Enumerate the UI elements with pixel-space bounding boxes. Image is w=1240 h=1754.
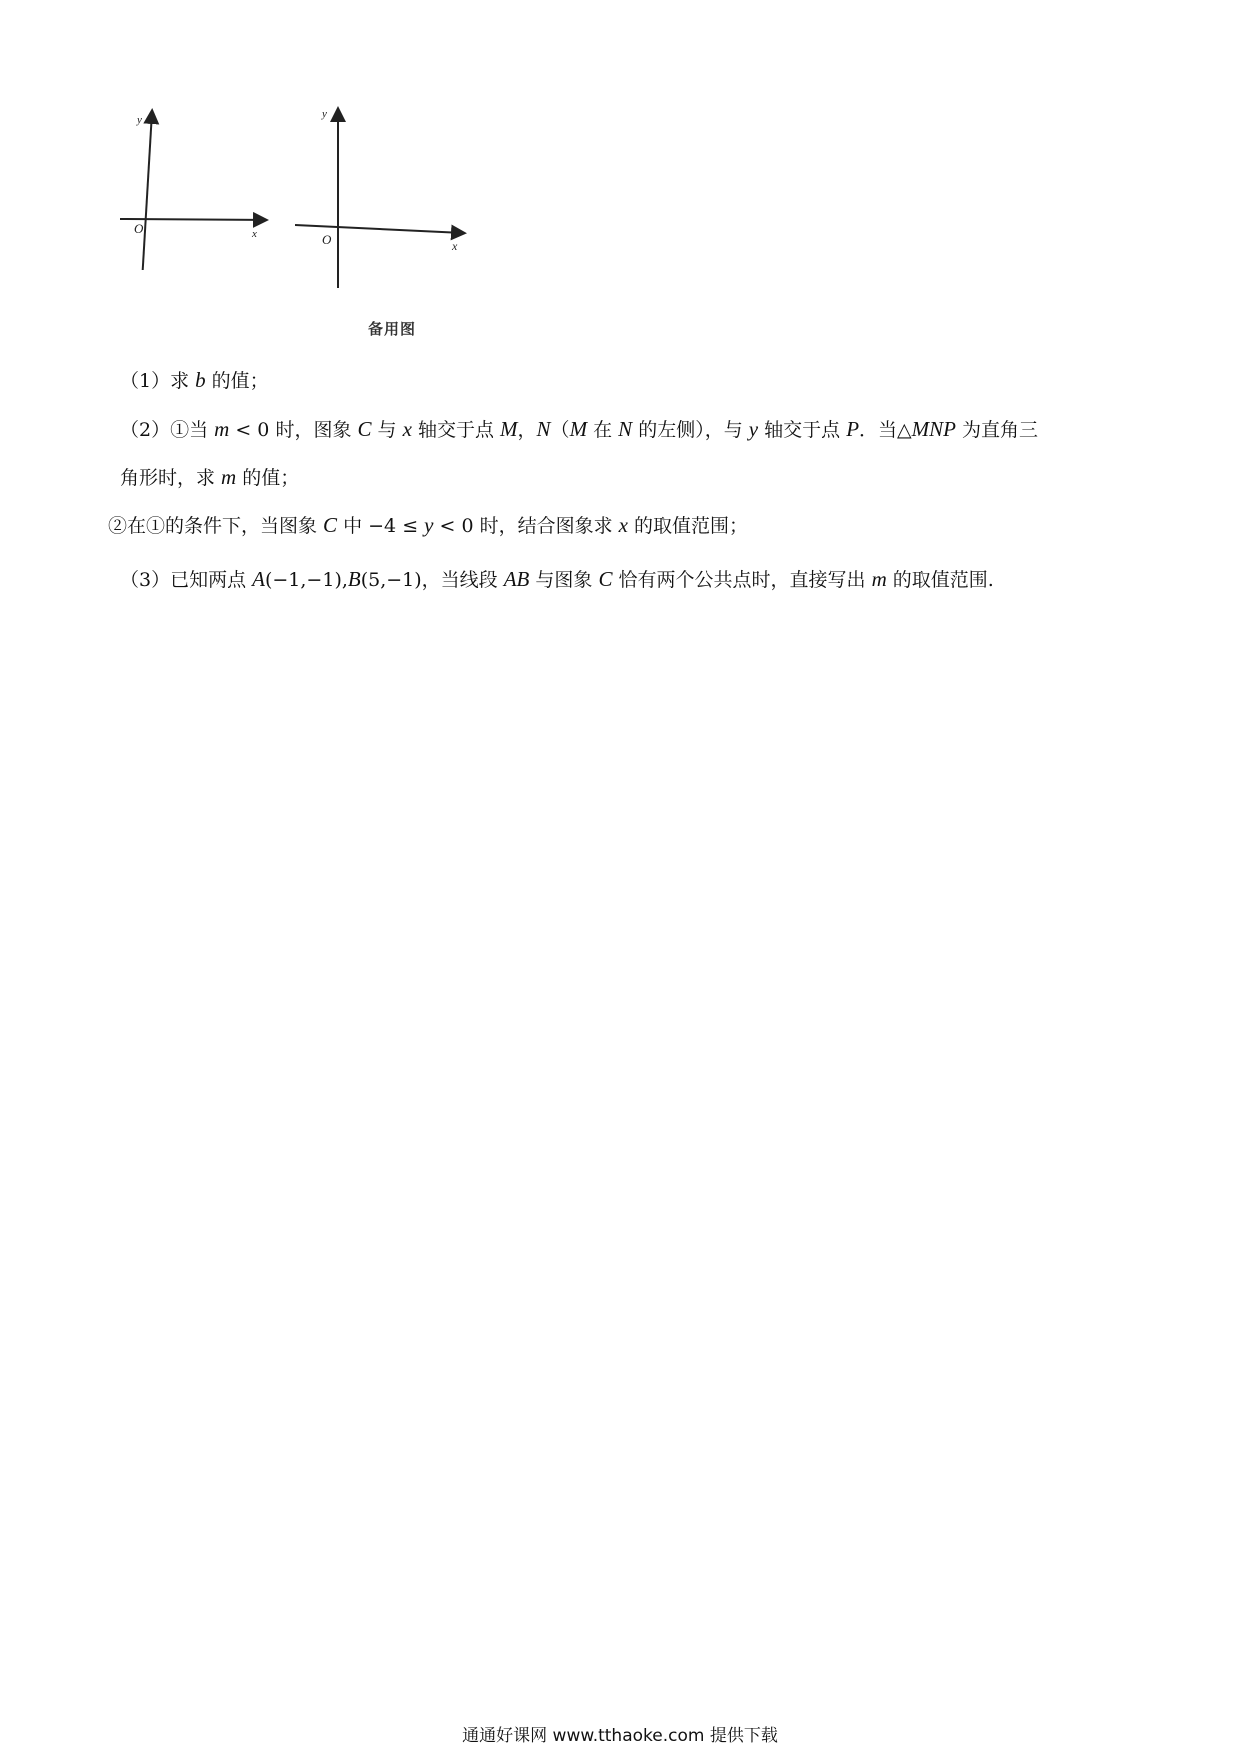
y-axis-label: y — [322, 108, 327, 120]
x-axis — [120, 219, 265, 220]
coordinate-figure-1 — [120, 100, 280, 270]
q2-text: （ — [550, 419, 570, 441]
q3-text: 恰有两个公共点时，直接写出 — [612, 569, 872, 591]
y-axis — [142, 112, 152, 270]
var-b: b — [195, 368, 206, 392]
origin-label: O — [322, 232, 332, 247]
var-MNP: MNP — [911, 417, 956, 441]
var-C: C — [598, 567, 613, 591]
var-N: N — [536, 417, 551, 441]
q2-text: ②在①的条件下，当图象 — [108, 515, 324, 537]
question-3 — [120, 565, 994, 594]
var-N: N — [618, 417, 633, 441]
question-2-line-3 — [108, 511, 748, 540]
q2-text: （2）①当 — [120, 419, 215, 441]
var-C: C — [357, 417, 372, 441]
axes-graphic-2 — [295, 100, 475, 290]
q2-text: 轴交于点 — [758, 419, 847, 441]
q1-text: （1）求 — [120, 370, 196, 392]
var-y: y — [748, 417, 759, 441]
var-A: A — [252, 567, 265, 591]
question-2-line-2 — [120, 463, 299, 492]
origin-label: O — [134, 221, 144, 236]
figure-caption: 备用图 — [368, 320, 417, 338]
var-m: m — [221, 465, 237, 489]
q1-text: 的值； — [205, 370, 269, 392]
var-B: B — [347, 567, 361, 591]
x-axis-label: x — [252, 228, 257, 240]
q2-text: ， — [517, 419, 537, 441]
q2-text: 与 — [371, 419, 403, 441]
q2-text: 的值； — [236, 467, 300, 489]
var-m: m — [214, 417, 230, 441]
var-y: y — [424, 513, 434, 537]
var-AB: AB — [503, 567, 530, 591]
q3-text: 的取值范围. — [886, 569, 994, 591]
coordinate-figure-2 — [295, 100, 475, 290]
q2-text: 中 −4 ≤ — [337, 515, 425, 537]
q3-text: (5,−1)，当线段 — [360, 569, 504, 591]
question-2-line-1 — [120, 415, 1038, 444]
q2-text: < 0 时，结合图象求 — [433, 515, 619, 537]
q2-text: 角形时，求 — [120, 467, 222, 489]
q2-text: 轴交于点 — [411, 419, 501, 441]
q3-text: 与图象 — [529, 569, 599, 591]
q2-text: 为直角三 — [955, 419, 1039, 441]
q2-text: ．当△ — [859, 419, 912, 441]
var-x: x — [618, 513, 628, 537]
x-axis-label: x — [452, 239, 458, 253]
question-1 — [120, 366, 269, 395]
x-axis — [295, 225, 463, 233]
var-M: M — [500, 417, 518, 441]
var-C: C — [323, 513, 338, 537]
var-M: M — [569, 417, 588, 441]
q2-text: < 0 时，图象 — [229, 419, 358, 441]
axes-graphic-1 — [120, 100, 280, 270]
var-x: x — [402, 417, 412, 441]
q2-text: 在 — [587, 419, 619, 441]
var-P: P — [846, 417, 860, 441]
q3-text: （3）已知两点 — [120, 569, 253, 591]
var-m: m — [871, 567, 887, 591]
q3-text: (−1,−1), — [264, 569, 348, 591]
y-axis-label: y — [137, 114, 142, 126]
q2-text: 的取值范围； — [627, 515, 749, 537]
page-footer: 通通好课网 www.tthaoke.com 提供下载 — [462, 1726, 778, 1746]
q2-text: 的左侧），与 — [632, 419, 749, 441]
